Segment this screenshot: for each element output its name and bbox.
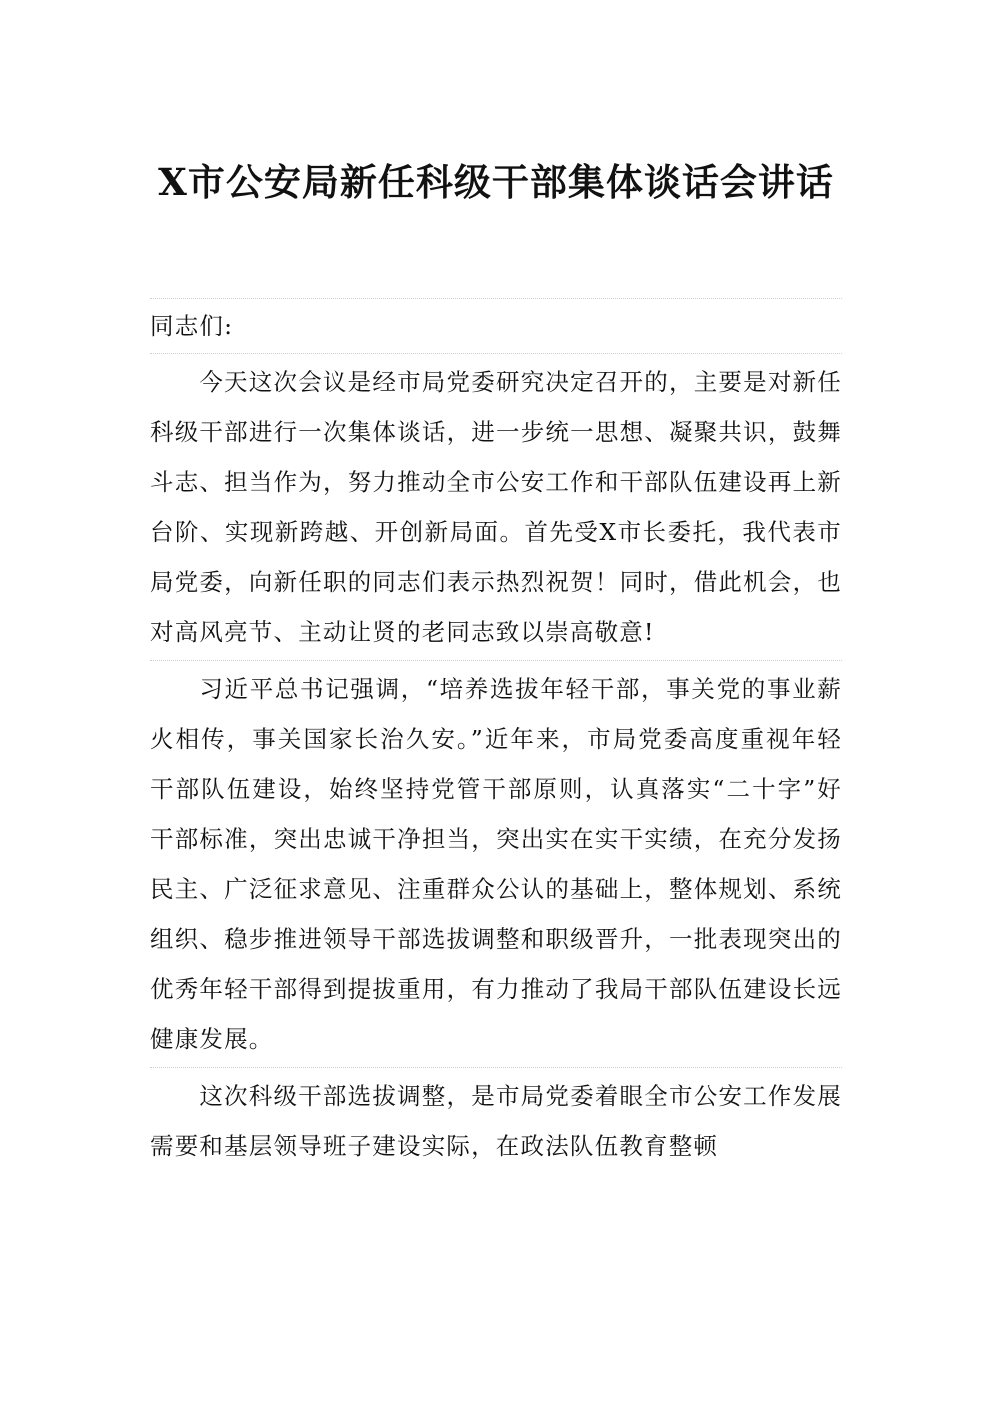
paragraph-2: 习近平总书记强调，“培养选拔年轻干部，事关党的事业薪火相传，事关国家长治久安。”近年来，市局党委高度重视年轻干部队伍建设，始终坚持党管干部原则，认真落实“二十字”好干部标准，突出忠诚干净担当，突出实在实干实绩，在充分发扬民主、广泛征求意见、注重群众公认的基础上，整体规划、系统组织、稳步推进领导干部选拔调整和职级晋升，一批表现突出的优秀年轻干部得到提拔重用，有力推动了我局干部队伍建设长远健康发展。 (150, 675, 842, 1053)
paragraph-1: 今天这次会议是经市局党委研究决定召开的，主要是对新任科级干部进行一次集体谈话，进一步统一思想、凝聚共识，鼓舞斗志、担当作为，努力推动全市公安工作和干部队伍建设再上新台阶、实现新跨越、开创新局面。首先受X市长委托，我代表市局党委，向新任职的同志们表示热烈祝贺！同时，借此机会，也对高风亮节、主动让贤的老同志致以崇高敬意! (150, 368, 842, 646)
paragraph-3: 这次科级干部选拔调整，是市局党委着眼全市公安工作发展需要和基层领导班子建设实际，在政法队伍教育整顿 (150, 1082, 842, 1160)
greeting: 同志们: (150, 312, 234, 340)
document-title: X市公安局新任科级干部集体谈话会讲话 (158, 160, 834, 204)
document-body (150, 298, 842, 1174)
